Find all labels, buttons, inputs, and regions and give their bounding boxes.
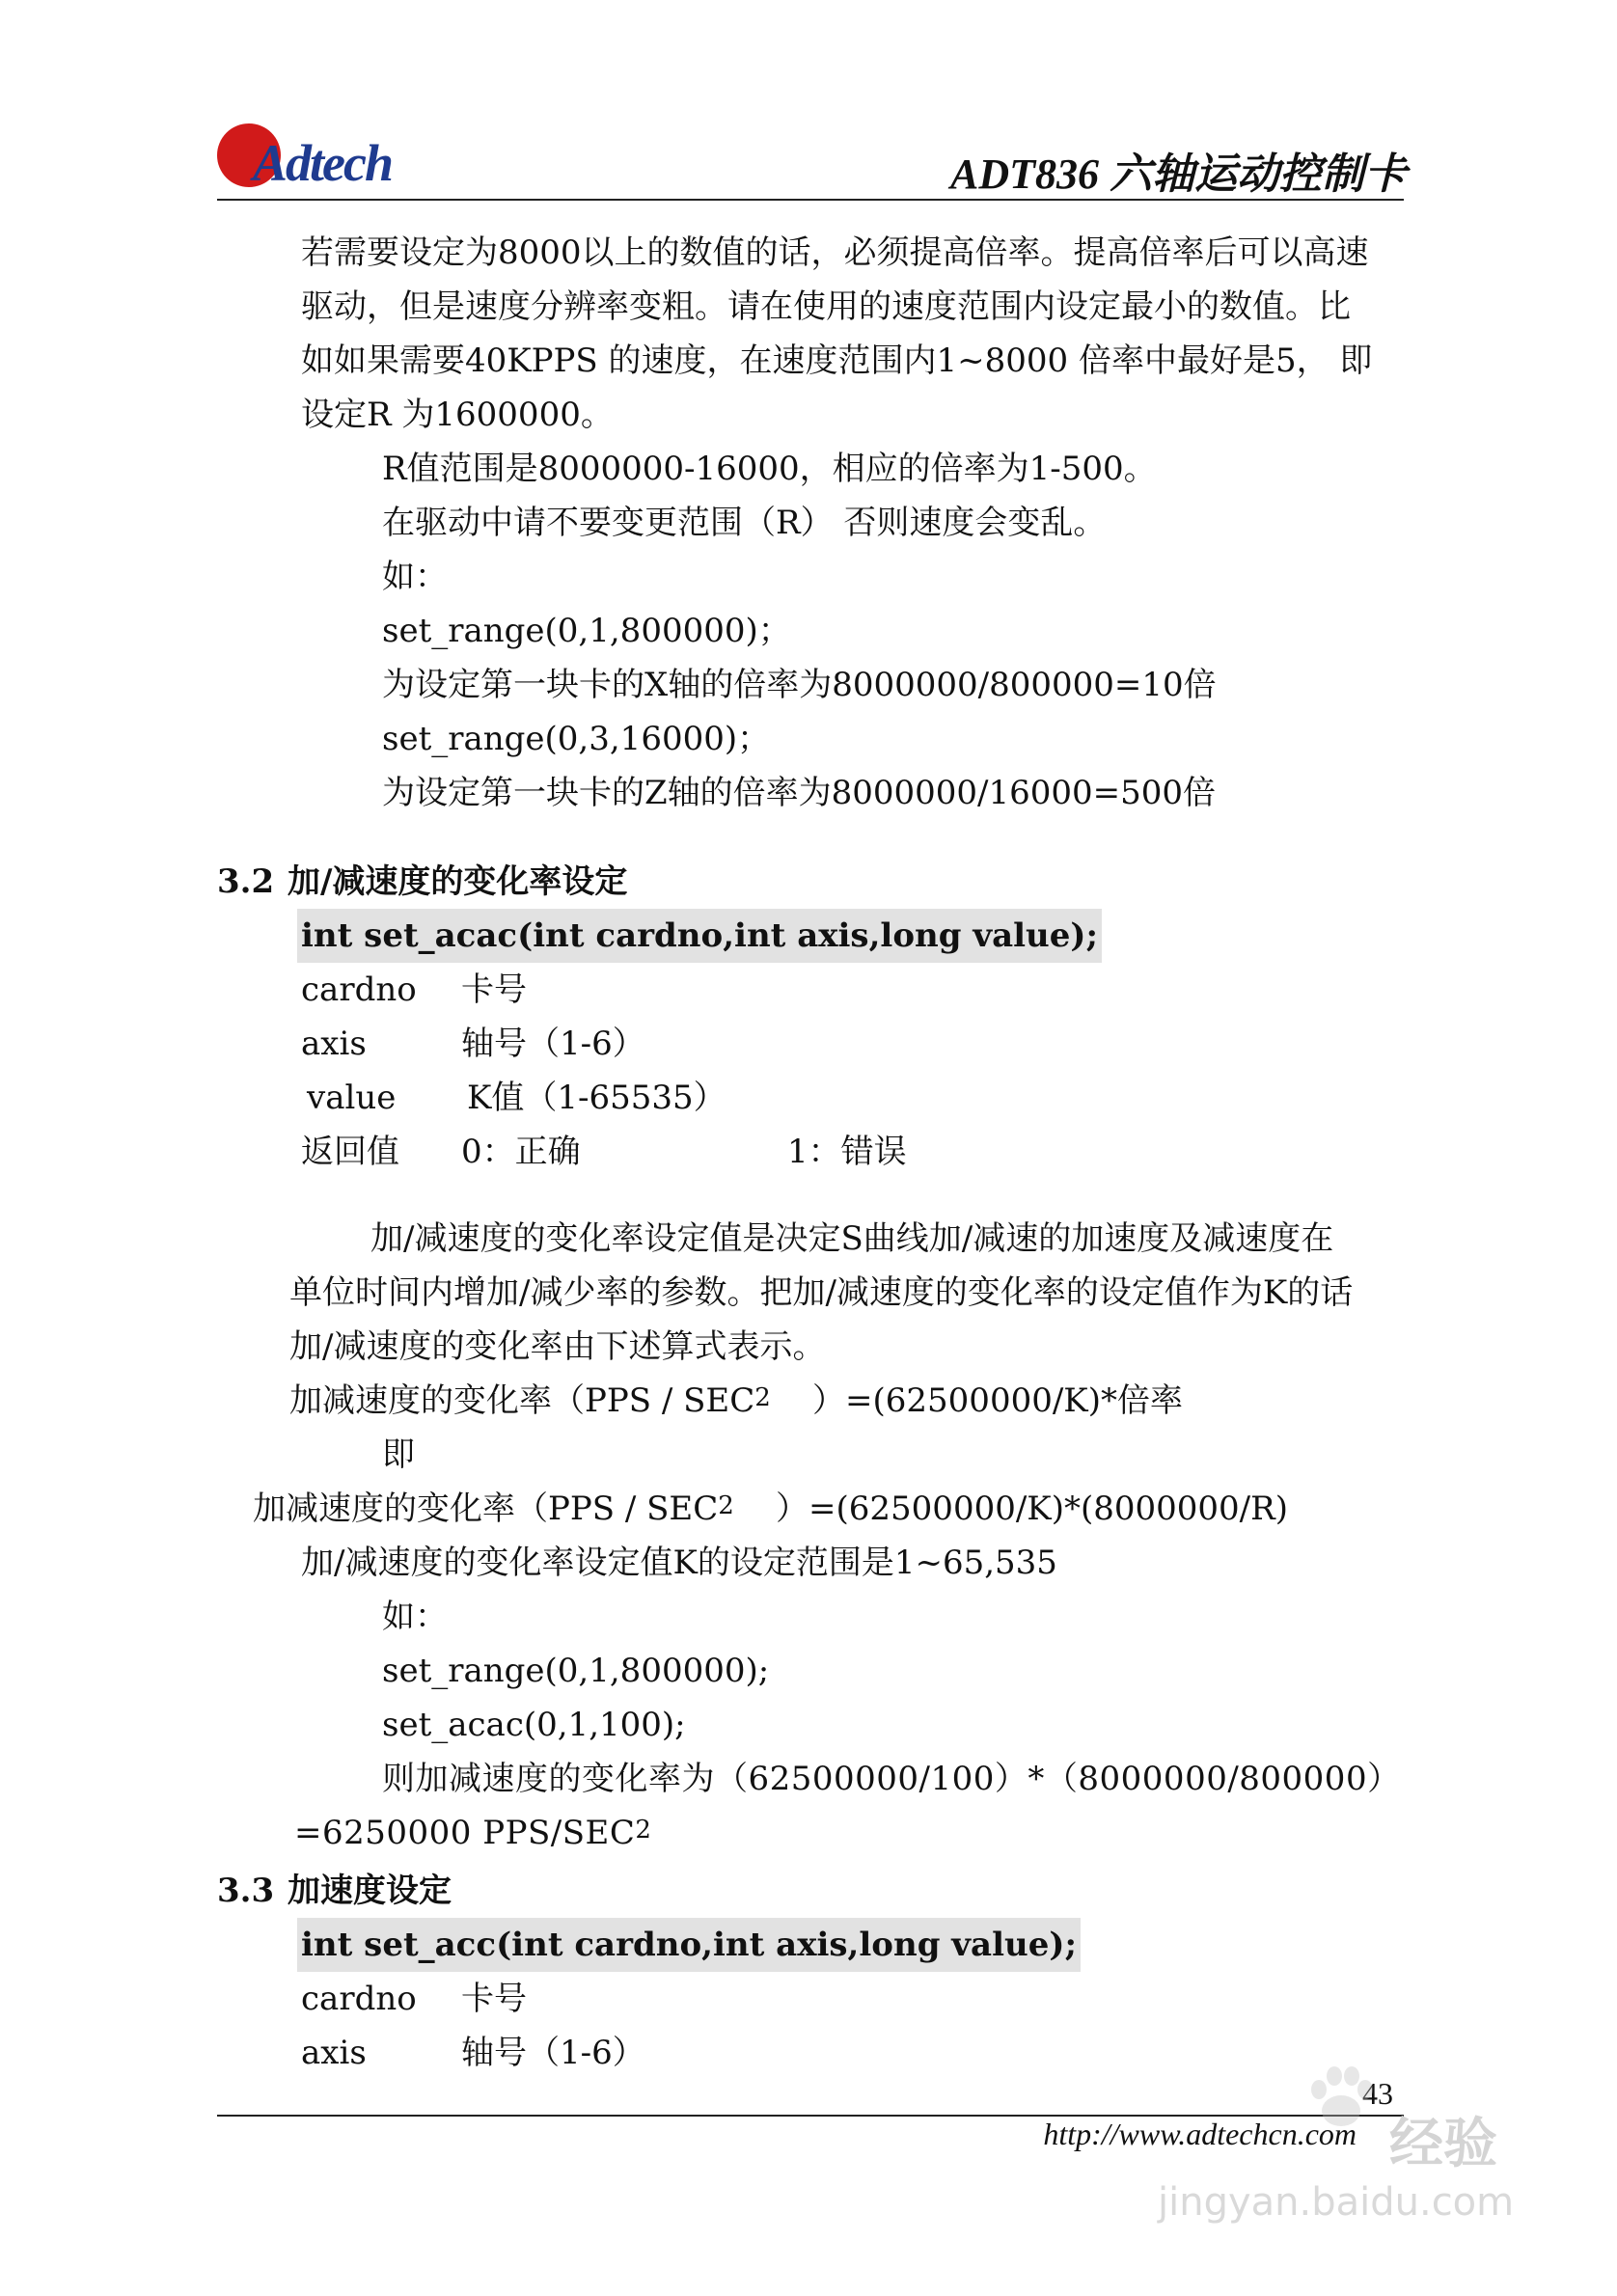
param-desc: K值（1-65535） [467, 1079, 726, 1117]
param-name: axis [301, 2034, 367, 2072]
example-label: 如： [382, 1598, 448, 1636]
return-label: 返回值 [301, 1133, 399, 1171]
page-number: 43 [1362, 2076, 1393, 2111]
param-desc: 轴号（1-6） [461, 1025, 645, 1063]
code-line: set_acac(0,1,100); [382, 1706, 686, 1744]
param-name: cardno [301, 970, 417, 1009]
ji-label: 即 [382, 1435, 415, 1474]
paragraph-line: 若需要设定为8000以上的数值的话，必须提高倍率。提高倍率后可以高速 [301, 233, 1369, 272]
param-name: value [307, 1079, 397, 1117]
paragraph-line: 设定R 为1600000。 [301, 396, 614, 434]
function-signature: int set_acac(int cardno,int axis,long value); [297, 909, 1102, 963]
param-desc: 轴号（1-6） [461, 2034, 645, 2072]
return-ok: 0：正确 [461, 1133, 581, 1171]
paragraph-line: 加/减速度的变化率由下述算式表示。 [289, 1327, 826, 1366]
r-range-text: R值范围是8000000-16000，相应的倍率为1-500。 [382, 450, 1157, 488]
paragraph-line: 驱动，但是速度分辨率变粗。请在使用的速度范围内设定最小的数值。比 [301, 287, 1351, 326]
section-number: 3.2 [217, 862, 275, 901]
header-title: ADT836 六轴运动控制卡 [950, 150, 1407, 198]
calculation-result: =6250000 PPS/SEC$^2$ [294, 1814, 652, 1852]
example-label: 如： [382, 558, 448, 596]
paragraph-line: 如如果需要40KPPS 的速度，在速度范围内1~8000 倍率中最好是5， 即 [301, 342, 1373, 380]
formula-1: 加减速度的变化率（PPS / SEC$^2$ ）=(62500000/K)*倍率 [289, 1381, 1183, 1420]
header-rule [217, 199, 1404, 201]
watermark-site: jingyan.baidu.com [1158, 2180, 1515, 2225]
k-range-text: 加/减速度的变化率设定值K的设定范围是1~65,535 [301, 1544, 1057, 1582]
paw-watermark-icon [1298, 2055, 1384, 2142]
param-name: cardno [301, 1980, 417, 2018]
section-number: 3.3 [217, 1872, 275, 1910]
company-logo: Adtech [253, 134, 392, 192]
function-signature: int set_acc(int cardno,int axis,long value); [297, 1918, 1081, 1972]
code-line: set_range(0,3,16000)； [382, 720, 771, 758]
r-warning-text: 在驱动中请不要变更范围（R） 否则速度会变乱。 [382, 504, 1107, 542]
code-description: 为设定第一块卡的Z轴的倍率为8000000/16000=500倍 [382, 774, 1217, 812]
footer-url: http://www.adtechcn.com [1043, 2117, 1357, 2151]
section-title: 加/减速度的变化率设定 [288, 862, 628, 901]
param-desc: 卡号 [461, 970, 527, 1009]
watermark-brand: 经验 [1389, 2113, 1497, 2175]
section-title: 加速度设定 [288, 1872, 452, 1910]
return-error: 1：错误 [787, 1133, 907, 1171]
paragraph-line: 加/减速度的变化率设定值是决定S曲线加/减速的加速度及减速度在 [370, 1219, 1334, 1258]
code-line: set_range(0,1,800000)； [382, 612, 791, 650]
paragraph-line: 单位时间内增加/减少率的参数。把加/减速度的变化率的设定值作为K的话 [289, 1273, 1354, 1312]
code-line: set_range(0,1,800000); [382, 1652, 770, 1690]
param-desc: 卡号 [461, 1980, 527, 2018]
param-name: axis [301, 1025, 367, 1063]
calculation-line: 则加减速度的变化率为（62500000/100）*（8000000/800000） [382, 1760, 1401, 1798]
code-description: 为设定第一块卡的X轴的倍率为8000000/800000=10倍 [382, 666, 1217, 704]
formula-2: 加减速度的变化率（PPS / SEC$^2$ ）=(62500000/K)*(8000000/R) [253, 1490, 1288, 1528]
